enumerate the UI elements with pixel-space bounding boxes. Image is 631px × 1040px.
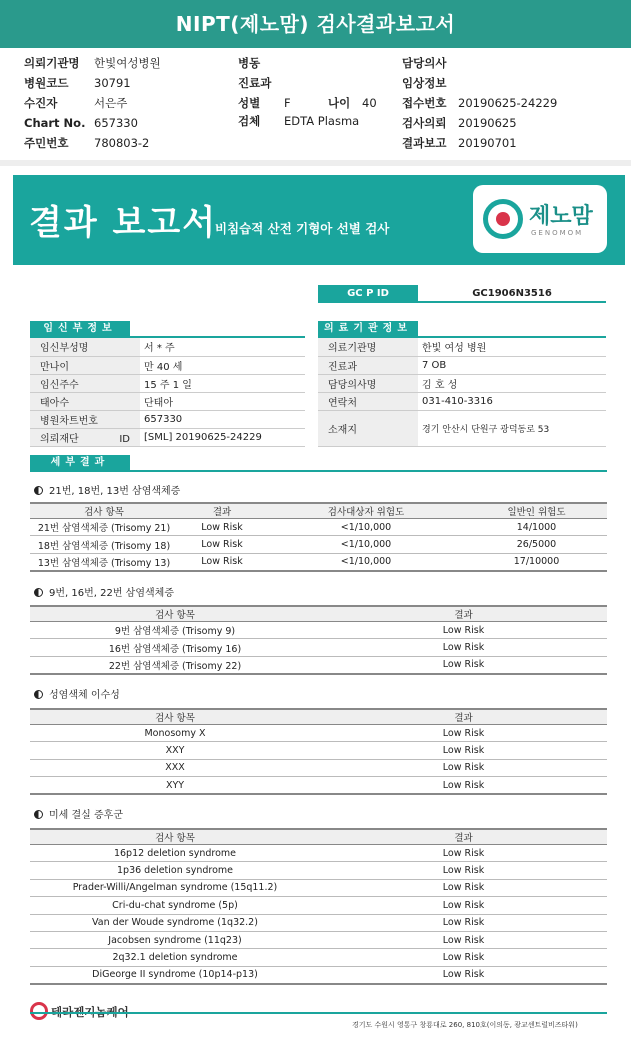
table-cell: <1/10,000 (266, 536, 466, 553)
table-cell: 9번 삼염색체증 (Trisomy 9) (30, 622, 320, 639)
logo-text: 제노맘 (529, 204, 593, 229)
table-row (30, 862, 607, 879)
institution-info-row (318, 374, 606, 392)
genomom-logo (473, 185, 607, 253)
info-label: 의뢰재단 ID (30, 428, 140, 446)
pregnant-info-table (30, 338, 305, 447)
section-title-text: 21번, 18번, 13번 삼염색체증 (49, 486, 181, 497)
table-row (30, 656, 607, 673)
header-field-label: 임상정보 (402, 76, 447, 90)
info-value: 경기 안산시 단원구 광덕동로 53 (418, 410, 606, 446)
header-field (402, 114, 517, 134)
table-cell: Low Risk (178, 536, 266, 553)
table-cell: 26/5000 (466, 536, 607, 553)
info-label: 진료과 (318, 356, 418, 374)
table-cell: 1p36 deletion syndrome (30, 862, 320, 879)
info-value: 7 OB (418, 356, 606, 374)
header-field-label: 결과보고 (402, 136, 447, 150)
column-header: 결과 (178, 503, 266, 519)
table-header-row (30, 606, 607, 622)
result-section-title (34, 584, 174, 599)
header-field (402, 134, 517, 154)
info-value: 한빛 여성 병원 (418, 338, 606, 356)
header-field-label: 검체 (238, 114, 261, 128)
table-row (30, 897, 607, 914)
report-title: NIPT(제노맘) 검사결과보고서 (0, 0, 631, 48)
table-cell: Jacobsen syndrome (11q23) (30, 931, 320, 948)
header-field-label: 병동 (238, 56, 261, 70)
result-section-title (34, 482, 180, 497)
header-field-value: 20190625-24229 (458, 96, 558, 110)
header-field (402, 74, 458, 94)
institution-info-row (318, 356, 606, 374)
table-row (30, 949, 607, 966)
section-title-text: 성염색체 이수성 (49, 690, 120, 701)
header-field-value: 20190701 (458, 136, 517, 150)
table-row (30, 725, 607, 742)
pregnant-info-row (30, 374, 305, 392)
banner-title: 결과 보고서 (29, 203, 218, 243)
table-cell: Low Risk (320, 914, 607, 931)
header-field-value: 780803-2 (94, 136, 150, 150)
header-field-label: 성별 (238, 96, 261, 110)
institution-info-table (318, 338, 606, 447)
gcp-id-label: GC P ID (318, 285, 418, 303)
table-row (30, 879, 607, 896)
column-header: 결과 (320, 709, 607, 725)
header-field (24, 54, 161, 74)
header-field-value: F (284, 96, 291, 110)
header-field (238, 54, 284, 74)
pregnant-info-row (30, 428, 305, 446)
header-field-label: 진료과 (238, 76, 272, 90)
institution-info-row (318, 410, 606, 446)
table-cell: <1/10,000 (266, 553, 466, 570)
pregnant-info-heading: 임신부정보 (30, 321, 130, 337)
table-row (30, 519, 607, 536)
half-circle-icon (34, 486, 43, 495)
pregnant-info-row (30, 338, 305, 356)
table-header-row (30, 709, 607, 725)
table-header-row (30, 829, 607, 845)
table-cell: Low Risk (320, 639, 607, 656)
info-label: 임신주수 (30, 374, 140, 392)
info-value: 031-410-3316 (418, 392, 606, 410)
header-field (238, 74, 284, 94)
info-label: 태아수 (30, 392, 140, 410)
gcp-id (318, 285, 606, 303)
logo-subtext: GENOMOM (531, 229, 584, 237)
table-cell: XYY (30, 777, 320, 794)
table-cell: Cri-du-chat syndrome (5p) (30, 897, 320, 914)
result-table (30, 708, 607, 795)
table-cell: XXY (30, 742, 320, 759)
header-field-label: 병원코드 (24, 76, 69, 90)
request-header (0, 54, 631, 154)
result-table (30, 828, 607, 985)
header-field-label: 담당의사 (402, 56, 447, 70)
pregnant-info-row (30, 410, 305, 428)
table-cell: <1/10,000 (266, 519, 466, 536)
result-section-title (34, 686, 120, 701)
gcp-id-value: GC1906N3516 (472, 288, 552, 299)
result-table (30, 605, 607, 675)
table-cell: Low Risk (320, 656, 607, 673)
header-field-value: 657330 (94, 116, 138, 130)
table-cell: 22번 삼염색체증 (Trisomy 22) (30, 656, 320, 673)
column-header: 검사 항목 (30, 829, 320, 845)
header-field (402, 54, 458, 74)
table-header-row (30, 503, 607, 519)
column-header: 검사 항목 (30, 503, 178, 519)
table-cell: 17/10000 (466, 553, 607, 570)
table-cell: XXX (30, 759, 320, 776)
logo-mother-icon (483, 199, 523, 239)
table-row (30, 639, 607, 656)
footer-line (30, 1012, 607, 1014)
header-field-label: 수진자 (24, 96, 58, 110)
header-field (238, 94, 291, 114)
result-table (30, 502, 607, 572)
column-header: 일반인 위험도 (466, 503, 607, 519)
info-label: 담당의사명 (318, 374, 418, 392)
info-value: 단태아 (140, 392, 305, 410)
table-cell: DiGeorge II syndrome (10p14-p13) (30, 966, 320, 983)
header-divider (0, 160, 631, 166)
pregnant-info-row (30, 356, 305, 374)
column-header: 검사대상자 위험도 (266, 503, 466, 519)
header-field-label: Chart No. (24, 116, 86, 130)
header-field-label: 의뢰기관명 (24, 56, 80, 70)
header-field-value: 서은주 (94, 96, 128, 110)
info-value: 서 * 주 (140, 338, 305, 356)
table-cell: Low Risk (320, 742, 607, 759)
header-field-value: EDTA Plasma (284, 114, 360, 128)
section-title-text: 9번, 16번, 22번 삼염색체증 (49, 588, 174, 599)
header-age (328, 94, 377, 114)
half-circle-icon (34, 588, 43, 597)
result-banner (13, 175, 625, 265)
header-field-value: 30791 (94, 76, 131, 90)
table-cell: Low Risk (320, 879, 607, 896)
table-cell: 2q32.1 deletion syndrome (30, 949, 320, 966)
header-field (24, 94, 127, 114)
table-cell: Low Risk (320, 949, 607, 966)
table-row (30, 759, 607, 776)
table-row (30, 914, 607, 931)
half-circle-icon (34, 810, 43, 819)
column-header: 검사 항목 (30, 606, 320, 622)
info-label: 소재지 (318, 410, 418, 446)
info-value: [SML] 20190625-24229 (140, 428, 305, 446)
table-cell: Monosomy X (30, 725, 320, 742)
header-age-label: 나이 (328, 96, 351, 110)
table-cell: Low Risk (320, 966, 607, 983)
table-cell: Low Risk (320, 862, 607, 879)
column-header: 결과 (320, 606, 607, 622)
header-age-value: 40 (362, 96, 377, 110)
footer-company-logo (30, 1002, 129, 1020)
table-cell: Van der Woude syndrome (1q32.2) (30, 914, 320, 931)
detail-result-line (30, 470, 607, 472)
table-row (30, 742, 607, 759)
info-value: 657330 (140, 410, 305, 428)
table-cell: 16번 삼염색체증 (Trisomy 16) (30, 639, 320, 656)
table-cell: Low Risk (320, 931, 607, 948)
pregnant-info-row (30, 392, 305, 410)
table-row (30, 777, 607, 794)
info-value: 15 주 1 일 (140, 374, 305, 392)
table-row (30, 845, 607, 862)
table-cell: 21번 삼염색체증 (Trisomy 21) (30, 519, 178, 536)
table-cell: 18번 삼염색체증 (Trisomy 18) (30, 536, 178, 553)
institution-info-row (318, 338, 606, 356)
result-section-title (34, 806, 123, 821)
table-cell: Low Risk (320, 759, 607, 776)
header-field-value: 20190625 (458, 116, 517, 130)
table-row (30, 966, 607, 983)
footer-address: 경기도 수원시 영통구 창룡대로 260, 810호(이의동, 광교센트럴비즈타워) (352, 1021, 578, 1029)
section-title-text: 미세 결실 증후군 (49, 810, 123, 821)
table-cell: 13번 삼염색체증 (Trisomy 13) (30, 553, 178, 570)
banner-subtitle: 비침습적 산전 기형아 선별 검사 (215, 221, 390, 236)
table-cell: 16p12 deletion syndrome (30, 845, 320, 862)
table-cell: Prader-Willi/Angelman syndrome (15q11.2) (30, 879, 320, 896)
table-cell: Low Risk (178, 553, 266, 570)
header-field-label: 주민번호 (24, 136, 69, 150)
column-header: 검사 항목 (30, 709, 320, 725)
institution-info-row (318, 392, 606, 410)
column-header: 결과 (320, 829, 607, 845)
half-circle-icon (34, 690, 43, 699)
header-field (24, 114, 138, 134)
info-label: 임신부성명 (30, 338, 140, 356)
info-label: 병원차트번호 (30, 410, 140, 428)
company-g-icon (30, 1002, 48, 1020)
info-label: 연락처 (318, 392, 418, 410)
table-row (30, 931, 607, 948)
info-label: 만나이 (30, 356, 140, 374)
table-cell: Low Risk (320, 622, 607, 639)
table-cell: Low Risk (320, 777, 607, 794)
header-field (24, 74, 131, 94)
table-row (30, 536, 607, 553)
header-field-label: 접수번호 (402, 96, 447, 110)
table-cell: Low Risk (320, 725, 607, 742)
header-field (238, 112, 359, 132)
info-label: 의료기관명 (318, 338, 418, 356)
header-field-value: 한빛여성병원 (94, 56, 161, 70)
header-field-label: 검사의뢰 (402, 116, 447, 130)
institution-info-heading: 의료기관정보 (318, 321, 418, 337)
header-field (24, 134, 149, 154)
header-field (402, 94, 557, 114)
table-cell: Low Risk (320, 897, 607, 914)
table-cell: 14/1000 (466, 519, 607, 536)
table-cell: Low Risk (320, 845, 607, 862)
detail-result-heading: 세부결과 (30, 455, 130, 471)
info-value: 김 호 성 (418, 374, 606, 392)
table-row (30, 622, 607, 639)
table-row (30, 553, 607, 570)
table-cell: Low Risk (178, 519, 266, 536)
info-value: 만 40 세 (140, 356, 305, 374)
